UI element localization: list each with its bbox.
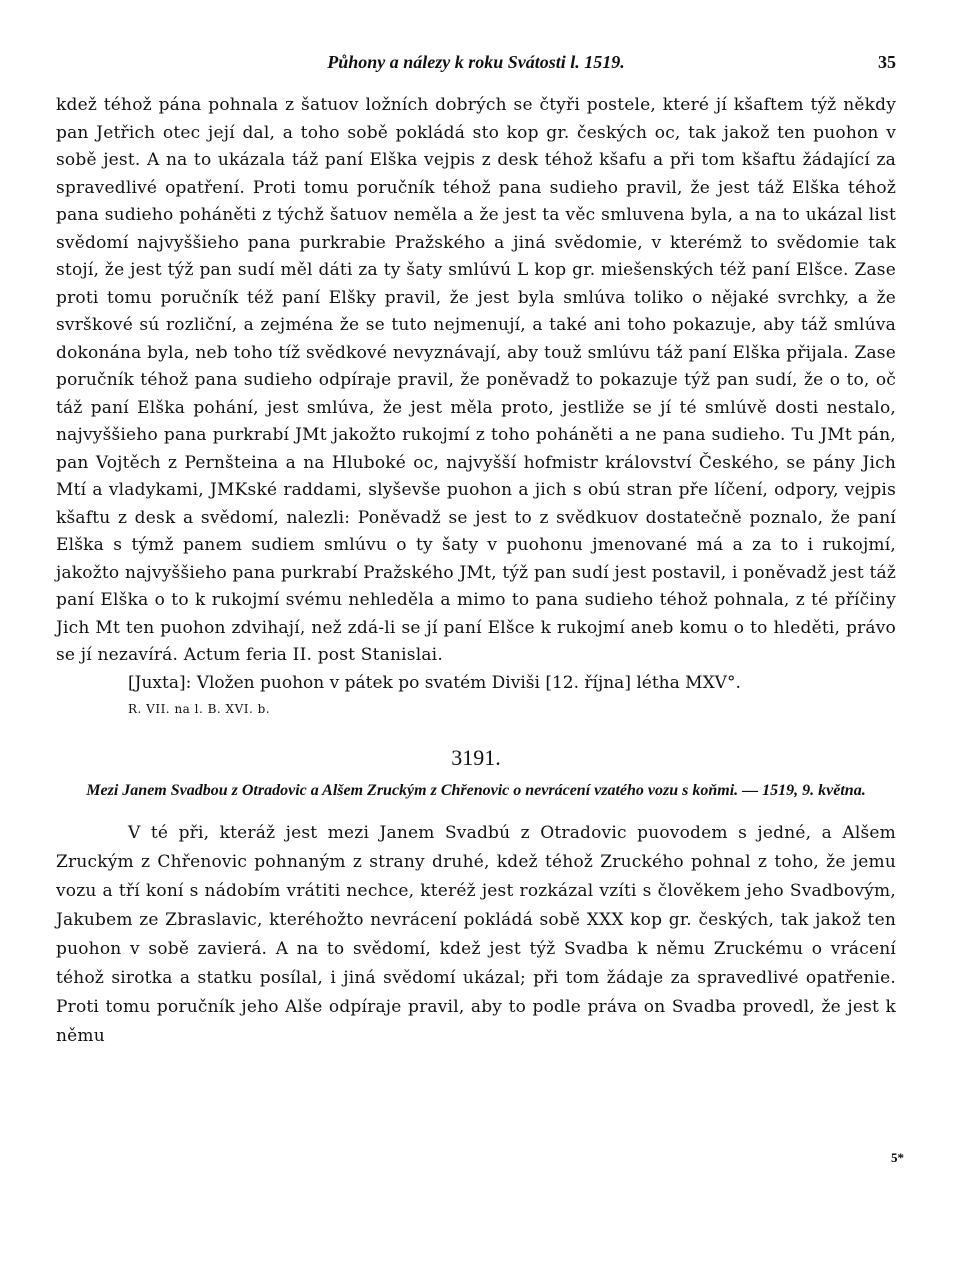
running-head (56, 52, 896, 78)
continuation-section (56, 92, 896, 670)
juxta-note: [Juxta]: Vložen puohon v pátek po svatém Diviši [12. října] létha MXV°. (128, 672, 741, 693)
document-page (56, 52, 896, 1051)
entry-body (56, 819, 896, 1051)
entry-number: 3191. (451, 744, 501, 770)
entry-paragraph: V té při, kteráž jest mezi Janem Svadbú z Otradovic puovodem s jedné, a Alšem Zruckým z Chřenovic pohnaným z strany druhé, kdež téhož Zruckého pohnal z toho, že jemu vozu a tří koní s nádobím vrátiti nechce, kteréž jest rozkázal vzíti s člověkem jeho Svadbovým, Jakubem ze Zbraslavic, kteréhožto nevrácení pokládá sobě XXX kop gr. českých, tak jakož ten puohon v sobě zavierá. A na to svědomí, kdež jest týž Svadba k němu Zruckému o vrácení téhož sirotka a statku posílal, i jiná svědomí ukázal; při tom žádaje za spravedlivé opatřenie. Proti tomu poručník jeho Alše odpíraje pravil, aby to podle práva on Svadba provedl, že jest k němu (56, 822, 896, 1046)
entry-regest: Mezi Janem Svadbou z Otradovic a Alšem Zruckým z Chřenovic o nevrácení vzatého vozu s koňmi. — 1519, 9. května. (86, 781, 866, 799)
continuation-paragraph: kdež téhož pána pohnala z šatuov ložních dobrých se čtyři postele, které jí kšaftem týž někdy pan Jetřich otec její dal, a toho sobě pokládá sto kop gr. českých oc, tak jakož ten puohon v sobě jest. A na to ukázala táž paní Elška vejpis z desk téhož kšafu a při tom kšaftu žádající za spravedlivé opatření. Proti tomu poručník téhož pana sudieho pravil, že jest táž Elška téhož pana sudieho poháněti z týchž šatuov neměla a že jest ta věc smluvena byla, a na to ukázal list svědomí najvyššieho pana purkrabie Pražského a jiná svědomie, v kterémž to svědomie tak stojí, že jest týž pan sudí měl dáti za ty šaty smlúvú L kop gr. miešenských též paní Elšce. Zase proti tomu poručník též paní Elšky pravil, že jest byla smlúva toliko o nějaké svrchky, a že svrškové sú rozliční, a zejména že se tuto nejmenují, a také ani toho pokazuje, aby táž smlúva dokonána byla, neb toho tíž svědkové nevyznávají, aby touž smlúvu táž paní Elška přijala. Zase poručník téhož pana sudieho odpíraje pravil, že poněvadž to pokazuje týž pan sudí, že o to, oč táž paní Elška pohání, jest smlúva, že jest měla proto, jestliže se jí té smlúvě dosti nestalo, najvyššieho pana purkrabí JMt jakožto rukojmí z toho poháněti a ne pana sudieho. Tu JMt pán, pan Vojtěch z Pernšteina a na Hluboké oc, najvyšší hofmistr království Českého, se pány Jich Mtí a vladykami, JMKské raddami, slyševše puohon a jich s obú stran pře líčení, odpory, vejpis kšaftu z desk a svědomí, nalezli: Poněvadž se jest to z svědkuov dostatečně poznalo, že paní Elška s týmž panem sudiem smlúvu o ty šaty v puohonu jmenované má a za to i rukojmí, jakožto najvyššieho pana purkrabí Pražského JMt, týž pan sudí jest postavil, i poněvadž jest táž paní Elška o to k rukojmí svému nehleděla a mimo to pana sudieho téhož pohnala, z té příčiny Jich Mt ten puohon zdvihají, než zdá-li se jí paní Elšce k rukojmí aneb komu o to hleděti, právo se jí nezavírá. Actum feria II. post Stanislai. (56, 95, 896, 665)
signature-mark: 5* (891, 1150, 904, 1165)
source-reference: R. VII. na l. B. XVI. b. (128, 701, 271, 716)
page-number: 35 (878, 52, 896, 72)
running-title: Půhony a nálezy k roku Svátosti l. 1519. (327, 52, 625, 72)
